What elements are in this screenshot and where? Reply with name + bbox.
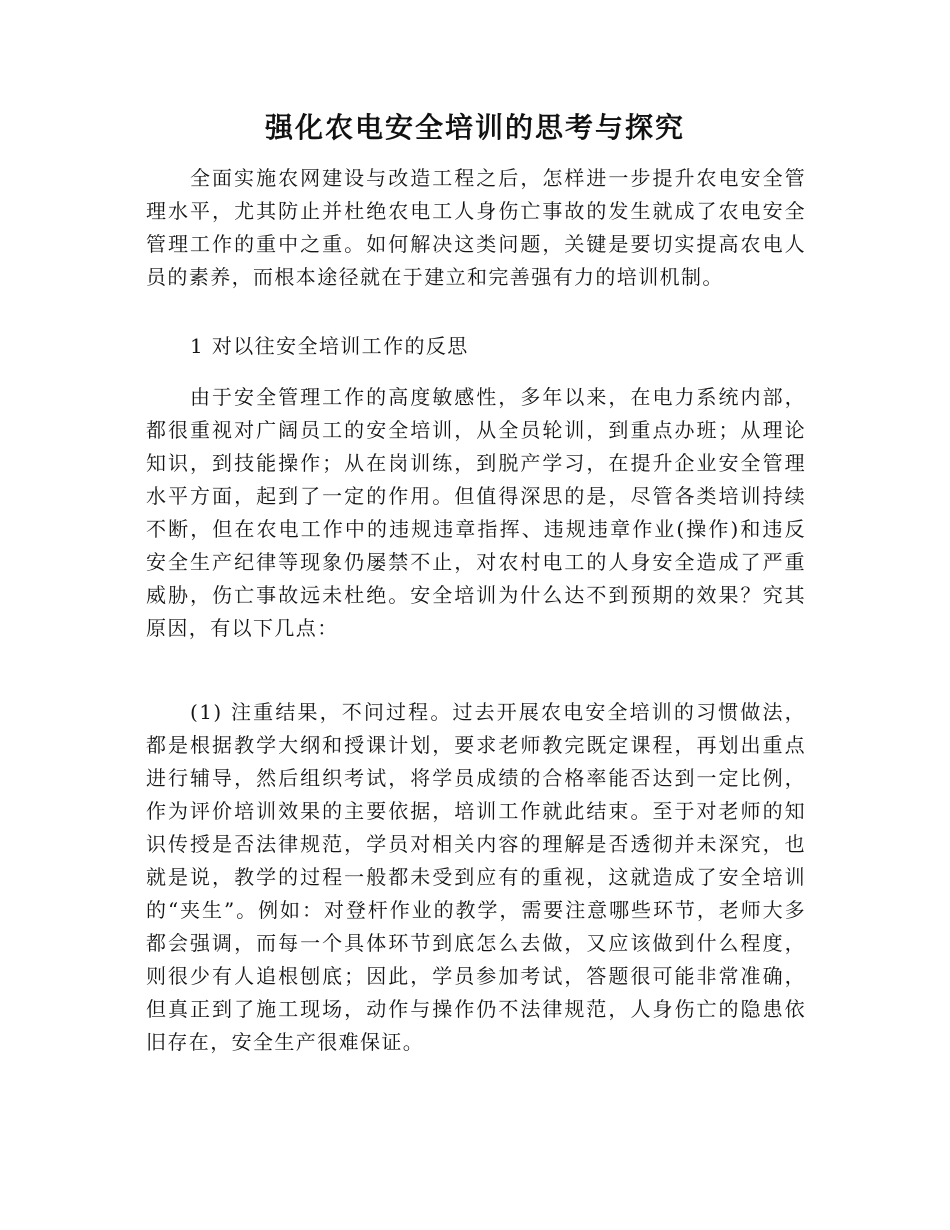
section-heading: 1 对以往安全培训工作的反思 [190, 334, 469, 358]
document-title: 强化农电安全培训的思考与探究 [264, 111, 685, 144]
body-paragraph: 由于安全管理工作的高度敏感性，多年以来，在电力系统内部，都很重视对广阔员工的安全培训，从全员轮训，到重点办班；从理论知识，到技能操作；从在岗训练，到脱产学习，在提升企业安全管理水平方面，起到了一定的作用。但值得深思的是，尽管各类培训持续不断，但在农电工作中的违规违章指挥、违规违章作业(操作)和违反安全生产纪律等现象仍屡禁不止，对农村电工的人身安全造成了严重威胁，伤亡事故远未杜绝。安全培训为什么达不到预期的效果？究其原因，有以下几点： [146, 385, 806, 640]
body-paragraph: (1) 注重结果，不问过程。过去开展农电安全培训的习惯做法，都是根据教学大纲和授课计划，要求老师教完既定课程，再划出重点进行辅导，然后组织考试，将学员成绩的合格率能否达到一定比例，作为评价培训效果的主要依据，培训工作就此结束。至于对老师的知识传授是否法律规范，学员对相关内容的理解是否透彻并未深究，也就是说，教学的过程一般都未受到应有的重视，这就造成了安全培训的“夹生”。例如：对登杆作业的教学，需要注意哪些环节，老师大多都会强调，而每一个具体环节到底怎么去做，又应该做到什么程度，则很少有人追根刨底；因此，学员参加考试，答题很可能非常准确，但真正到了施工现场，动作与操作仍不法律规范，人身伤亡的隐患依旧存在，安全生产很难保证。 [146, 700, 806, 1054]
intro-paragraph: 全面实施农网建设与改造工程之后，怎样进一步提升农电安全管理水平，尤其防止并杜绝农电工人身伤亡事故的发生就成了农电安全管理工作的重中之重。如何解决这类问题，关键是要切实提高农电人员的素养，而根本途径就在于建立和完善强有力的培训机制。 [146, 166, 806, 289]
